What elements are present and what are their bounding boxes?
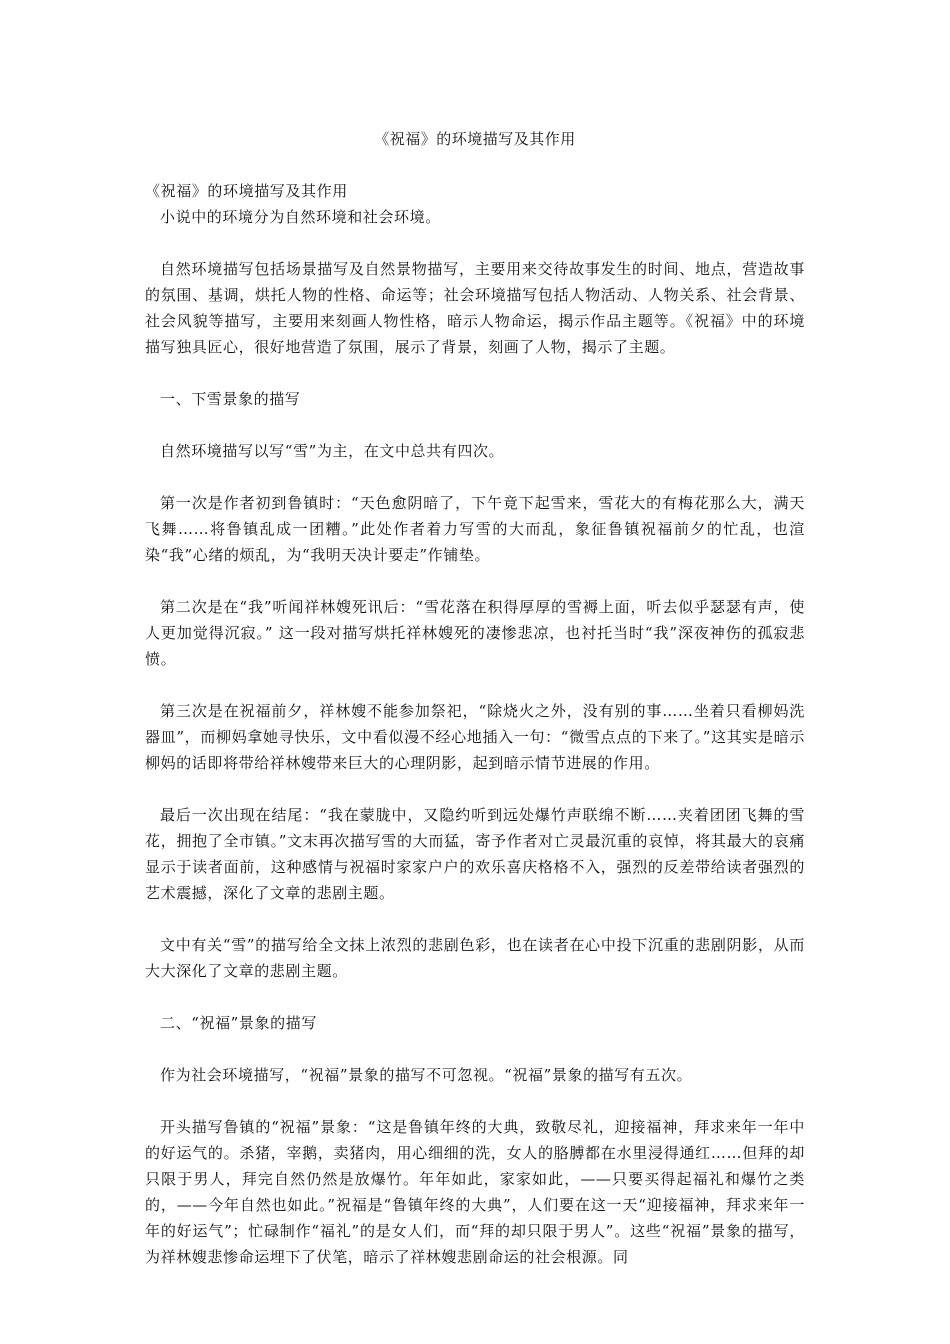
paragraph-snow-overview: 自然环境描写以写“雪”为主，在文中总共有四次。 xyxy=(160,442,505,460)
document-title: 《祝福》的环境描写及其作用 xyxy=(374,130,576,148)
paragraph-snow-first: 第一次是作者初到鲁镇时：“天色愈阴暗了，下午竟下起雪来，雪花大的有梅花那么大，满天飞舞……将鲁镇乱成一团糟。”此处作者着力写雪的大而乱，象征鲁镇祝福前夕的忙乱，也渲染“我”心绪的烦乱，为“我明天决计要走”作铺垫。 xyxy=(145,494,805,564)
paragraph-snow-second: 第二次是在“我”听闻祥林嫂死讯后：“雪花落在积得厚厚的雪褥上面，听去似乎瑟瑟有声，使人更加觉得沉寂。” 这一段对描写烘托祥林嫂死的凄惨悲凉，也衬托当时“我”深夜神伤的孤寂悲愤。 xyxy=(145,598,805,668)
document-body xyxy=(145,178,805,1270)
paragraph-blessing-overview: 作为社会环境描写，“祝福”景象的描写不可忽视。“祝福”景象的描写有五次。 xyxy=(160,1066,693,1084)
paragraph-heading-repeat: 《祝福》的环境描写及其作用 xyxy=(145,182,348,200)
paragraph-snow-last: 最后一次出现在结尾：“我在蒙胧中，又隐约听到远处爆竹声联绵不断……夹着团团飞舞的雪花，拥抱了全市镇。”文末再次描写雪的大而猛，寄予作者对亡灵最沉重的哀悼，将其最大的哀痛显示于读者面前，这种感情与祝福时家家户户的欢乐喜庆格格不入，强烈的反差带给读者强烈的艺术震撼，深化了文章的悲剧主题。 xyxy=(145,806,805,902)
section-heading-snow: 一、下雪景象的描写 xyxy=(160,390,301,408)
section-heading-blessing: 二、“祝福”景象的描写 xyxy=(160,1014,317,1032)
paragraph-definition: 自然环境描写包括场景描写及自然景物描写，主要用来交待故事发生的时间、地点，营造故事的氛围、基调，烘托人物的性格、命运等；社会环境描写包括人物活动、人物关系、社会背景、社会风貌等描写，主要用来刻画人物性格，暗示人物命运，揭示作品主题等。《祝福》中的环境描写独具匠心，很好地营造了氛围，展示了背景，刻画了人物，揭示了主题。 xyxy=(145,260,805,356)
paragraph-blessing-first: 开头描写鲁镇的“祝福”景象：“这是鲁镇年终的大典，致敬尽礼，迎接福神，拜求来年一年中的好运气的。杀猪，宰鹅，卖猪肉，用心细细的洗，女人的胳膊都在水里浸得通红……但拜的却只限于男人，拜完自然仍然是放爆竹。年年如此，家家如此，——只要买得起福礼和爆竹之类的，——今年自然也如此。”祝福是“鲁镇年终的大典”，人们要在这一天“迎接福神，拜求来年一年的好运气”；忙碌制作“福礼”的是女人们，而“拜的却只限于男人”。这些“祝福”景象的描写，为祥林嫂悲惨命运埋下了伏笔，暗示了祥林嫂悲剧命运的社会根源。同 xyxy=(145,1118,805,1266)
paragraph-snow-summary: 文中有关“雪”的描写给全文抹上浓烈的悲剧色彩，也在读者在心中投下沉重的悲剧阴影，从而大大深化了文章的悲剧主题。 xyxy=(145,936,805,980)
paragraph-intro: 小说中的环境分为自然环境和社会环境。 xyxy=(160,208,441,226)
paragraph-snow-third: 第三次是在祝福前夕，祥林嫂不能参加祭祀，“除烧火之外，没有别的事……坐着只看柳妈洗器皿”，而柳妈拿她寻快乐，文中看似漫不经心地插入一句：“微雪点点的下来了。”这其实是暗示柳妈的话即将带给祥林嫂带来巨大的心理阴影，起到暗示情节进展的作用。 xyxy=(145,702,805,772)
